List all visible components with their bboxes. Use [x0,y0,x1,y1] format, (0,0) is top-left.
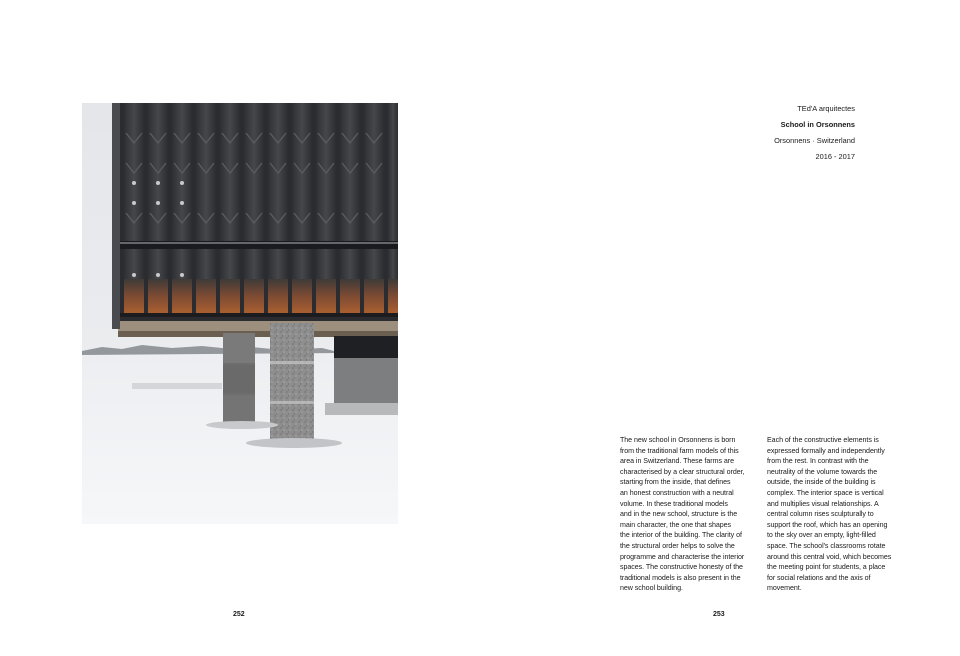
body-text-column-2: Each of the constructive elements is expressed formally and independently from the rest. In contrast with the neutrality of the volume towards the outside, the inside of the building is complex. The interior space is vertical and multiplies visual relationships. A central column rises sculpturally to support the roof, which has an opening to the sky over an empty, light-filled space. The school's classrooms rotate around this central void, which becomes the meeting point for students, a place for social relations and the axis of movement. [767,436,892,593]
page-number-right: 253 [713,611,725,618]
body-text-column-1: The new school in Orsonnens is born from the traditional farm models of this area in Switzerland. These farms are characterised by a clear structural order, starting from the inside, that defines an honest construction with a neutral volume. In these traditional models and in the new school, structure is the main character, the one that shapes the interior of the building. The clarity of the structural order helps to solve the programme and characterise the interior spaces. The constructive honesty of the traditional models is also present in the new school building. [620,436,745,593]
project-credits [635,101,855,165]
rust-band [124,279,398,315]
building-photo [82,103,398,524]
page-number-left: 252 [233,611,245,618]
project-years: 2016 - 2017 [815,152,855,161]
project-title: School in Orsonnens [780,120,855,129]
project-location: Orsonnens · Switzerland [774,136,855,145]
building-illustration [82,103,398,524]
architect-name: TEd'A arquitectes [797,104,855,113]
